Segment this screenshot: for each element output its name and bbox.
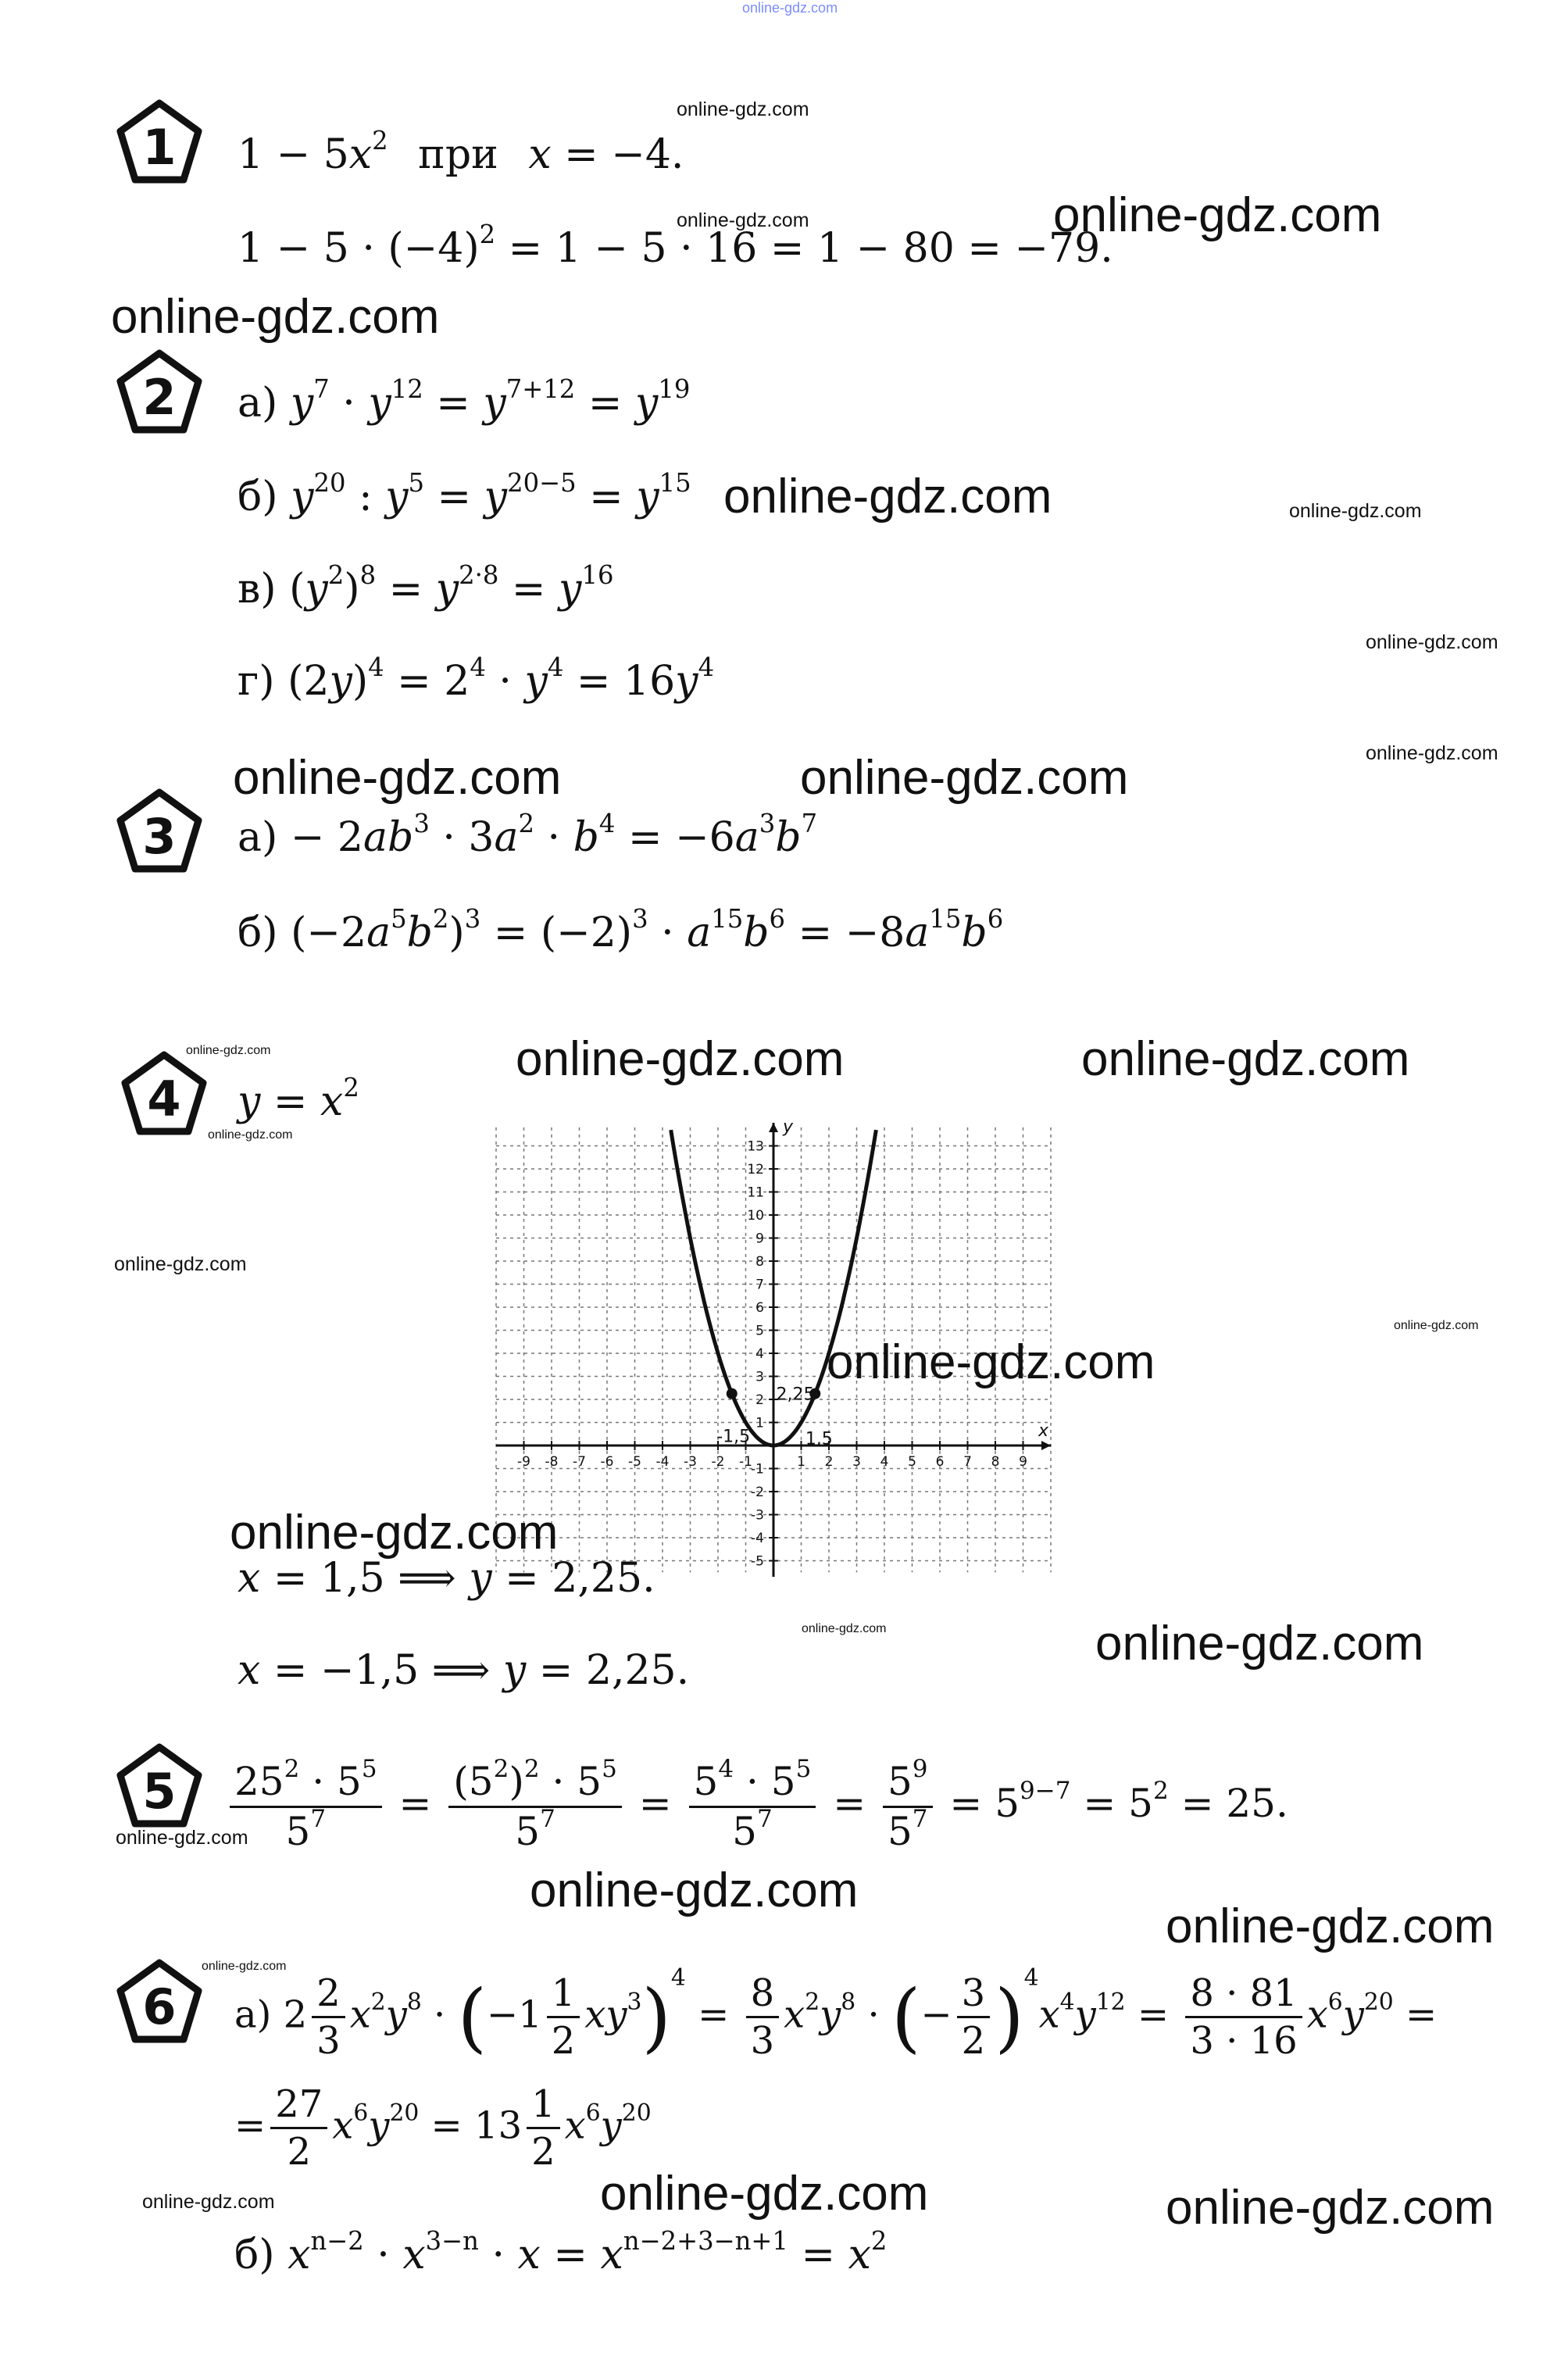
problem-number-1: 1 (142, 119, 177, 176)
watermark: online-gdz.com (116, 1827, 248, 1849)
x-tick-label: 4 (880, 1454, 889, 1470)
x-tick-label: 2 (824, 1454, 834, 1470)
y-tick-label: 4 (755, 1346, 764, 1362)
x-tick-label: -3 (684, 1454, 697, 1470)
x-axis-arrow (1041, 1441, 1051, 1450)
marked-point (727, 1388, 738, 1399)
watermark: online-gdz.com (677, 209, 809, 231)
x-tick-label: 1 (797, 1454, 805, 1470)
problem-5-expression: $\frac{25^2 \cdot 5^5}{5^7}$ = $\frac{(5^2)^2 \cdot 5^5}{5^7}$ = $\frac{5^4 \cdot 5^5}{5^7}$ = $\frac{5^9}{5^7}$ = $5^{9-7} = 5^2 = 25$. (225, 1761, 1288, 1852)
y-axis-label: y (783, 1117, 794, 1137)
x-tick-label: 7 (963, 1454, 972, 1470)
watermark: online-gdz.com (1394, 1319, 1479, 1332)
problem-number-badge-4 (120, 1050, 208, 1138)
x-tick-label: -9 (517, 1454, 530, 1470)
problem-1-expression: $1 - 5x^2$ при x = −4. (238, 125, 684, 178)
fraction-3: $\frac{5^4 \cdot 5^5}{5^7}$ (689, 1761, 816, 1852)
watermark: online-gdz.com (1166, 1899, 1495, 1953)
problem-4-function: $y = x^2$ (238, 1072, 359, 1125)
watermark: online-gdz.com (142, 2191, 275, 2213)
y-tick-label: 6 (755, 1300, 764, 1316)
watermark: online-gdz.com (202, 1960, 287, 1973)
watermark: online-gdz.com (111, 290, 440, 344)
watermark: online-gdz.com (1095, 1617, 1424, 1671)
fraction-1: $\frac{25^2 \cdot 5^5}{5^7}$ (230, 1761, 382, 1852)
watermark: online-gdz.com (1166, 2181, 1495, 2235)
y-tick-label: -5 (751, 1553, 764, 1570)
problem-number-badge-5 (116, 1742, 203, 1830)
x-tick-label: -7 (573, 1454, 586, 1470)
x-tick-label: -8 (545, 1454, 559, 1470)
y-axis-arrow (769, 1123, 778, 1132)
watermark: online-gdz.com (233, 751, 562, 805)
y-tick-label: -1 (751, 1461, 764, 1478)
problem-number-badge-3 (116, 788, 203, 875)
problem-number-badge-2 (116, 348, 203, 436)
y-tick-label: 1 (755, 1415, 764, 1431)
svg-text:2: 2 (142, 369, 177, 426)
problem-number-badge-1 (116, 98, 203, 186)
watermark: online-gdz.com (114, 1253, 247, 1275)
svg-text:4: 4 (147, 1070, 181, 1127)
watermark: online-gdz.com (600, 2167, 929, 2221)
y-tick-label: -4 (751, 1531, 764, 1546)
watermark: online-gdz.com (530, 1864, 859, 1917)
parabola-chart (492, 1078, 1055, 1570)
x-tick-label: -1 (739, 1454, 752, 1470)
watermark: online-gdz.com (208, 1128, 293, 1142)
svg-text:5: 5 (142, 1763, 177, 1820)
annotation-1-5: 1,5 (805, 1429, 833, 1449)
annotation-minus-1-5: -1,5 (716, 1427, 751, 1447)
x-axis-label: x (1038, 1421, 1049, 1441)
watermark: online-gdz.com (1081, 1032, 1410, 1086)
watermark: online-gdz.com (1053, 188, 1382, 242)
y-tick-label: -2 (751, 1485, 764, 1500)
problem-2c: в) $(y^2)^8 = y^{2\cdot 8} = y^{16}$ (238, 559, 614, 613)
x-tick-label: -5 (628, 1454, 641, 1470)
y-tick-label: 5 (755, 1323, 764, 1339)
problem-6b: б) $x^{n-2} \cdot x^{3-n} \cdot x = x^{n-2+3-n+1} = x^2$ (234, 2225, 888, 2278)
problem-6a-line-1: а) 2 $\frac{2}{3}$ $x^2y^8 \cdot (-1$ $\frac{1}{2}$ $xy^3)^4$ = $\frac{8}{3}$ $x^2y^8$ · (− $\frac{3}{2}$ )$^4x^4y^{12}$ = $\frac{8 \cdot 81}{3 \cdot 16}$ $x^6y^{20}$ = (234, 1964, 1438, 2064)
fraction-2: $\frac{(5^2)^2 \cdot 5^5}{5^7}$ (448, 1761, 622, 1852)
problem-3b: б) $(-2a^5b^2)^3 = (-2)^3 \cdot a^{15}b^6 = -8a^{15}b^6$ (238, 903, 1004, 956)
watermark: online-gdz.com (677, 98, 809, 120)
problem-3a: $а) - 2ab^3 \cdot 3a^2 \cdot b^4 = -6a^3b^7$ (238, 808, 818, 861)
watermark: online-gdz.com (802, 1622, 887, 1635)
problem-number-badge-6 (116, 1958, 203, 2046)
y-tick-label: 11 (747, 1185, 764, 1201)
y-tick-label: 2 (755, 1392, 764, 1408)
x-tick-label: 3 (852, 1454, 861, 1470)
problem-4-result-2: x = −1,5 ⟹ y = 2,25. (238, 1647, 690, 1694)
y-tick-label: 10 (747, 1208, 764, 1224)
problem-1-solution: $1 - 5 \cdot (-4)^2 = 1 - 5 \cdot 16 = 1 - 80 = -79$. (238, 219, 1113, 272)
problem-2b: б) $y^{20}$ : $y^5 = y^{20-5} = y^{15}$ (238, 467, 691, 520)
x-tick-label: 9 (1019, 1454, 1027, 1470)
y-tick-label: 7 (755, 1277, 764, 1293)
watermark: online-gdz.com (1366, 742, 1498, 764)
x-tick-label: -6 (600, 1454, 614, 1470)
svg-text:3: 3 (142, 808, 177, 865)
x-tick-label: -4 (655, 1454, 670, 1470)
y-tick-label: 12 (747, 1162, 764, 1177)
problem-2a: а) $y^7 \cdot y^{12} = y^{7+12} = y^{19}$ (238, 373, 691, 427)
watermark: online-gdz.com (1366, 631, 1498, 653)
x-tick-label: -2 (711, 1454, 725, 1470)
y-tick-label: 8 (755, 1254, 764, 1270)
y-tick-label: 3 (755, 1369, 764, 1385)
problem-4-result-1: x = 1,5 ⟹ y = 2,25. (238, 1555, 655, 1602)
watermark: online-gdz.com (186, 1044, 271, 1057)
fraction-4: $\frac{5^9}{5^7}$ (883, 1761, 933, 1852)
annotation-2-25: 2,25 (776, 1385, 815, 1405)
watermark: online-gdz.com (827, 1335, 1155, 1389)
svg-text:6: 6 (142, 1978, 177, 2035)
y-tick-label: 9 (755, 1231, 764, 1247)
watermark: online-gdz.com (800, 751, 1129, 805)
x-tick-label: 5 (908, 1454, 916, 1470)
x-tick-label: 8 (991, 1454, 1000, 1470)
watermark: online-gdz.com (1289, 500, 1422, 522)
watermark: online-gdz.com (723, 470, 1052, 524)
x-tick-label: 6 (935, 1454, 945, 1470)
problem-6a-line-2: = $\frac{27}{2}$ $x^6y^{20} = 13$ $\frac{1}{2}$ $x^6y^{20}$ (234, 2082, 652, 2175)
problem-2d: г) $(2y)^4 = 2^4 \cdot y^4 = 16y^4$ (238, 652, 715, 705)
watermark-top: online-gdz.com (742, 0, 838, 16)
y-tick-label: 13 (747, 1138, 764, 1155)
y-tick-label: -3 (751, 1507, 764, 1524)
watermark: online-gdz.com (516, 1032, 845, 1086)
watermark: online-gdz.com (230, 1506, 559, 1560)
